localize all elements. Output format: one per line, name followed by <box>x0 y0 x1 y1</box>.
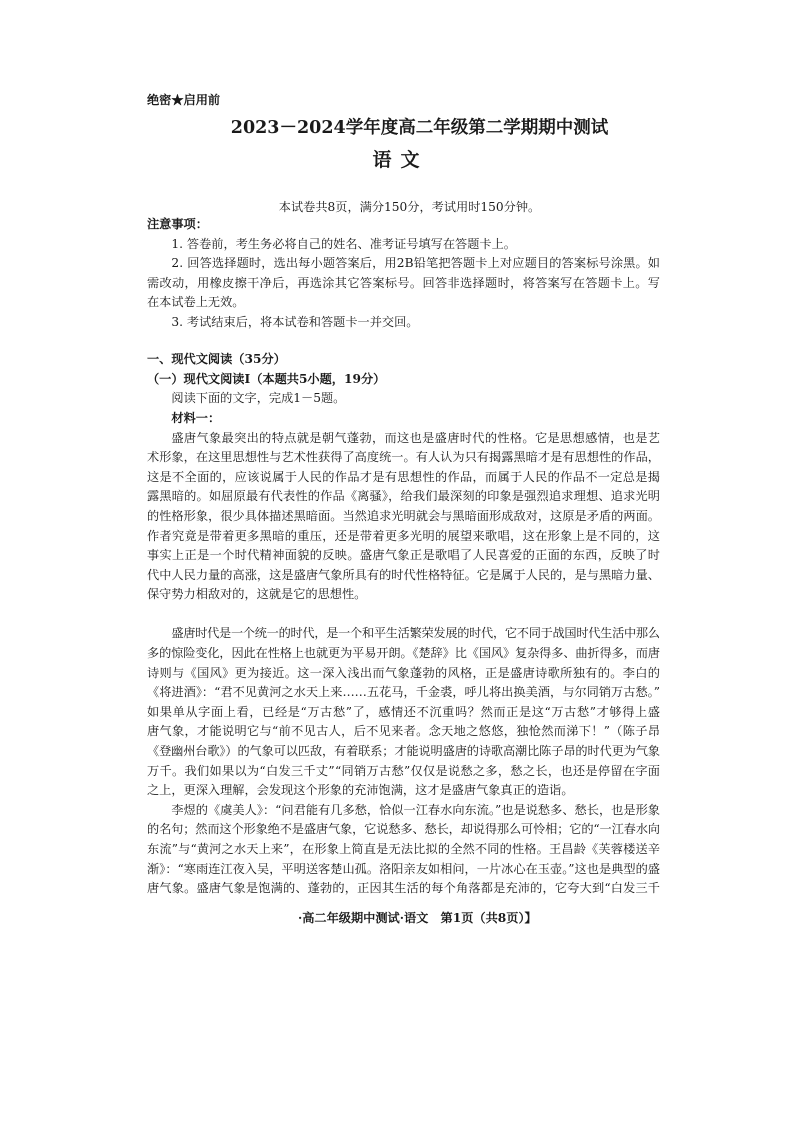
notice-heading: 注意事项： <box>147 217 208 231</box>
notice-item <box>147 313 660 333</box>
notice-item-line: 1. 答卷前，考生务必将自己的姓名、准考证号填写在答题卡上。 <box>171 236 516 251</box>
material-label: 材料一： <box>171 410 221 425</box>
paragraph-line: 万千。我们如果以为“白发三千丈”“同销万古愁”仅仅是说愁之多，愁之长，也还是停留在字面 <box>147 763 661 778</box>
paragraph-line: 的名句；然而这个形象绝不是盛唐气象，它说愁多、愁长，却说得那么可怜相；它的“一江春水向 <box>147 822 660 837</box>
paragraph-line: 渐》：“寒雨连江夜入吴，平明送客楚山孤。洛阳亲友如相问，一片冰心在玉壶。”这也是典型的盛 <box>147 861 661 876</box>
exam-title: 2023－2024学年度高二年级第二学期期中测试 <box>230 118 609 138</box>
paragraph-line: 露黑暗的。如屈原最有代表性的作品《离骚》，给我们最深刻的印象是强烈追求理想、追求光明 <box>147 489 661 504</box>
notice-item <box>147 235 660 255</box>
notice-item <box>147 254 660 313</box>
paragraph-line: 李煜的《虞美人》：“问君能有几多愁，恰似一江春水向东流。”也是说愁多、愁长，也是形象 <box>171 802 661 817</box>
material-text <box>147 429 660 899</box>
paragraph-line: 这是不全面的，应该说属于人民的作品才是有思想性的作品，而属于人民的作品不一定总是揭 <box>147 469 661 484</box>
paragraph-line: 盛唐气象最突出的特点就是朝气蓬勃，而这也是盛唐时代的性格。它是思想感情，也是艺 <box>171 430 661 445</box>
notice-item-line: 需改动，用橡皮擦干净后，再选涂其它答案标号。回答非选择题时，将答案写在答题卡上。写 <box>147 275 661 290</box>
paragraph-line: 东流”与“黄河之水天上来”，在形象上简直是无法比拟的全然不同的性格。王昌龄《芙蓉楼送辛 <box>147 842 661 856</box>
paragraph-line: 事实上正是一个时代精神面貌的反映。盛唐气象正是歌唱了人民喜爱的正面的东西，反映了时 <box>147 548 661 563</box>
paragraph-line: 唐气象。盛唐气象是饱满的、蓬勃的，正因其生活的每个角落都是充沛的，它夸大到“白发三千 <box>147 881 661 896</box>
section-heading: 一、现代文阅读（35分） <box>147 352 286 367</box>
page-footer: ·高二年级期中测试·语文 第1页（共8页）】 <box>298 911 537 925</box>
paragraph-line: 代中人民力量的高涨，这是盛唐气象所具有的时代性格特征。它是属于人民的，是与黑暗力量、 <box>147 567 661 582</box>
page-content <box>147 90 660 899</box>
paragraph-line: 之上，更深入理解，会发现这个形象的充沛饱满，这才是盛唐气象真正的造诣。 <box>147 783 574 798</box>
paragraph-line: 盛唐时代是一个统一的时代，是一个和平生活繁荣发展的时代，它不同于战国时代生活中那么 <box>171 626 660 641</box>
notice-item-line: 2. 回答选择题时，选出每小题答案后，用2B铅笔把答题卡上对应题目的答案标号涂黑。如 <box>171 256 661 271</box>
notice-section <box>147 215 660 333</box>
paragraph-line: 多的惊险变化，因此在性格上也就更为平易开朗。《楚辞》比《国风》复杂得多、曲折得多，而唐 <box>147 646 660 661</box>
subsection-heading: （一）现代文阅读Ⅰ（本题共5小题，19分） <box>147 371 386 386</box>
secrecy-label: 绝密★启用前 <box>147 93 221 107</box>
paragraph-line: 术形象，在这里思想性与艺术性获得了高度统一。有人认为只有揭露黑暗才是有思想性的作品， <box>147 450 661 465</box>
paragraph-line: 作者究竟是带着更多黑暗的重压，还是带着更多光明的展望来歌唱，这在形象上是不同的，这 <box>147 528 661 543</box>
reading-instruction: 阅读下面的文字，完成1－5题。 <box>171 391 346 406</box>
paragraph <box>147 801 660 899</box>
notice-item-line: 3. 考试结束后，将本试卷和答题卡一并交回。 <box>171 314 419 329</box>
paragraph-line: 《将进酒》：“君不见黄河之水天上来……五花马，千金裘，呼儿将出换美酒，与尔同销万古愁。” <box>147 685 661 700</box>
paragraph-line: 唐气象，才能说明它与“前不见古人，后不见来者。念天地之悠悠，独怆然而涕下！”（陈子昂 <box>147 724 661 739</box>
paragraph <box>147 624 660 800</box>
paragraph-line: 《登幽州台歌》）的气象可以匹敌，有着联系；才能说明盛唐的诗歌高潮比陈子昂的时代更为气象 <box>147 744 660 759</box>
paragraph-line: 保守势力相敌对的，这就是它的思想性。 <box>147 587 367 602</box>
paragraph-line: 如果单从字面上看，已经是“万古愁”了，感情还不沉重吗？然而正是这“万古愁”才够得上盛 <box>147 704 661 719</box>
notice-items <box>147 235 660 333</box>
paragraph-line: 诗则与《国风》更为接近。这一深入浅出而气象蓬勃的风格，正是盛唐诗歌所独有的。李白的 <box>147 665 661 680</box>
paragraph <box>147 429 660 605</box>
subject-title: 语文 <box>372 149 429 171</box>
exam-info: 本试卷共8页，满分150分，考试用时150分钟。 <box>278 200 541 214</box>
paragraph-line: 的性格形象，很少具体描述黑暗面。当然追求光明就会与黑暗面形成敌对，这原是矛盾的两面。 <box>147 508 661 523</box>
reading-section <box>147 350 660 899</box>
notice-item-line: 在本试卷上无效。 <box>147 295 245 310</box>
